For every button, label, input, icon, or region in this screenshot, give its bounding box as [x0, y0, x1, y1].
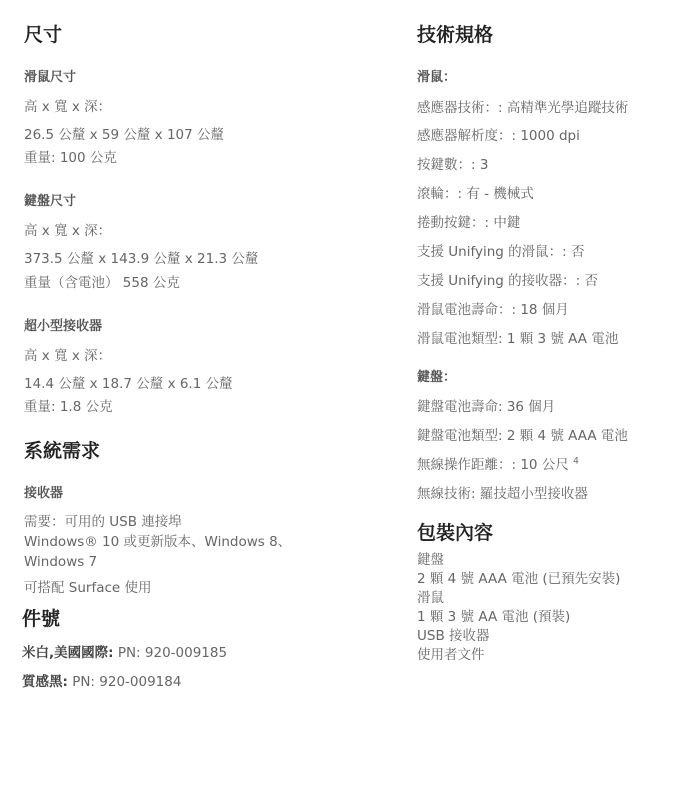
spec-button-count: 按鍵數：: 3: [417, 157, 489, 173]
part-number-black: [22, 670, 181, 690]
receiver-weight: 重量: 1.8 公克: [24, 399, 113, 415]
package-item: 1 顆 3 號 AA 電池 (預裝): [417, 609, 571, 625]
package-item: 使用者文件: [417, 647, 485, 663]
package-item: USB 接收器: [417, 628, 490, 644]
spec-unifying-mouse: 支援 Unifying 的滑鼠：: 否: [417, 244, 585, 260]
usb-port-requirement: 需要：可用的 USB 連接埠: [24, 514, 182, 530]
package-contents-heading: 包裝內容: [417, 522, 494, 544]
mouse-hwd-value: 26.5 公釐 x 59 公釐 x 107 公釐: [24, 127, 225, 143]
os-requirement: Windows® 10 或更新版本、Windows 8、Windows 7: [24, 534, 292, 570]
part-number-black-value: PN: 920-009184: [67, 674, 182, 690]
spec-wireless-range-text: 無線操作距離：: 10 公尺: [417, 457, 569, 473]
part-numbers-heading: 件號: [22, 608, 61, 630]
spec-keyboard-battery-life: 鍵盤電池壽命: 36 個月: [417, 399, 556, 415]
part-number-white: [22, 641, 227, 661]
spec-unifying-receiver: 支援 Unifying 的接收器：: 否: [417, 273, 598, 289]
package-item: 滑鼠: [417, 590, 444, 606]
part-number-black-label: 質感黑:: [22, 674, 68, 690]
receiver-hwd-label: 高 x 寬 x 深：: [24, 348, 112, 364]
spec-scroll-wheel: 滾輪：: 有 - 機械式: [417, 186, 534, 202]
footnote-marker: 4: [573, 456, 579, 467]
receiver-hwd-value: 14.4 公釐 x 18.7 公釐 x 6.1 公釐: [24, 376, 233, 392]
spec-sensor-resolution: 感應器解析度：: 1000 dpi: [417, 128, 580, 144]
spec-wireless-tech: 無線技術: 羅技超小型接收器: [417, 486, 588, 502]
system-requirements-heading: 系統需求: [24, 440, 101, 462]
keyboard-hwd-label: 高 x 寬 x 深：: [24, 223, 112, 239]
keyboard-specs-subheading: 鍵盤：: [417, 370, 457, 385]
package-item: 2 顆 4 號 AAA 電池 (已預先安裝): [417, 571, 621, 587]
surface-compatibility: 可搭配 Surface 使用: [24, 580, 152, 596]
spec-scroll-button: 捲動按鍵：: 中鍵: [417, 215, 521, 231]
dimensions-heading: 尺寸: [24, 24, 63, 46]
mouse-dimensions-subheading: 滑鼠尺寸: [24, 70, 77, 85]
package-item: 鍵盤: [417, 552, 444, 568]
spec-keyboard-battery-type: 鍵盤電池類型: 2 顆 4 號 AAA 電池: [417, 428, 628, 444]
spec-sensor-tech: 感應器技術：: 高精準光學追蹤技術: [417, 100, 629, 116]
mouse-hwd-label: 高 x 寬 x 深：: [24, 99, 112, 115]
keyboard-hwd-value: 373.5 公釐 x 143.9 公釐 x 21.3 公釐: [24, 251, 259, 267]
part-number-white-label: 米白,美國國際:: [22, 645, 114, 661]
spec-mouse-battery-life: 滑鼠電池壽命：: 18 個月: [417, 302, 569, 318]
receiver-dimensions-subheading: 超小型接收器: [24, 319, 103, 334]
mouse-weight: 重量: 100 公克: [24, 150, 117, 166]
spec-mouse-battery-type: 滑鼠電池類型: 1 顆 3 號 AA 電池: [417, 331, 619, 347]
receiver-requirements-subheading: 接收器: [24, 486, 64, 501]
tech-specs-heading: 技術規格: [417, 24, 494, 46]
keyboard-dimensions-subheading: 鍵盤尺寸: [24, 194, 77, 209]
spec-wireless-range: [417, 453, 579, 473]
mouse-specs-subheading: 滑鼠：: [417, 70, 457, 85]
package-contents-list: [417, 551, 620, 665]
part-number-white-value: PN: 920-009185: [113, 645, 228, 661]
keyboard-weight: 重量（含電池） 558 公克: [24, 275, 180, 291]
